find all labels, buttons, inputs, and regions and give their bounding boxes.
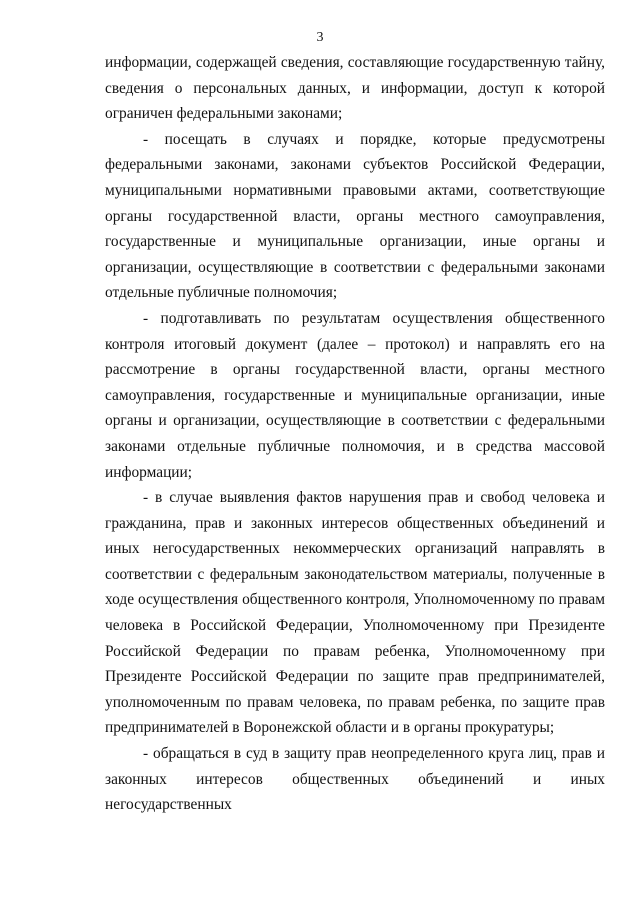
paragraph-send-materials: - в случае выявления фактов нарушения прав и свобод человека и гражданина, прав и законных интересов общественных объединений и иных негосударственных некоммерческих организаций направлять в соответствии с федеральным законодательством материалы, полученные в ходе осуществления общественного контроля, Уполномоченному по правам человека в Российской Федерации, Уполномоченному при Президенте Российской Федерации по правам ребенка, Уполномоченному при Президенте Российской Федерации по защите прав предпринимателей, уполномоченным по правам человека, по правам ребенка, по защите прав предпринимателей в Воронежской области и в органы прокуратуры; bbox=[105, 489, 605, 737]
document-body bbox=[105, 50, 605, 818]
paragraph-appeal-court: - обращаться в суд в защиту прав неопределенного круга лиц, прав и законных интересов общественных объединений и иных негосударственных bbox=[105, 745, 605, 814]
paragraph-continuation: информации, содержащей сведения, составляющие государственную тайну, сведения о персональных данных, и информации, доступ к которой ограничен федеральными законами; bbox=[105, 54, 605, 123]
paragraph-prepare-protocol: - подготавливать по результатам осуществления общественного контроля итоговый документ (далее – протокол) и направлять его на рассмотрение в органы государственной власти, органы местного самоуправления, государственные и муниципальные организации, иные органы и организации, осуществляющие в соответствии с федеральными законами отдельные публичные полномочия, и в средства массовой информации; bbox=[105, 309, 605, 481]
paragraph-visit-bodies: - посещать в случаях и порядке, которые предусмотрены федеральными законами, законами субъектов Российской Федерации, муниципальными нормативными правовыми актами, соответствующие органы государственной власти, органы местного самоуправления, государственные и муниципальные организации, иные органы и организации, осуществляющие в соответствии с федеральными законами отдельные публичные полномочия; bbox=[105, 130, 605, 302]
page-number: 3 bbox=[316, 30, 324, 45]
